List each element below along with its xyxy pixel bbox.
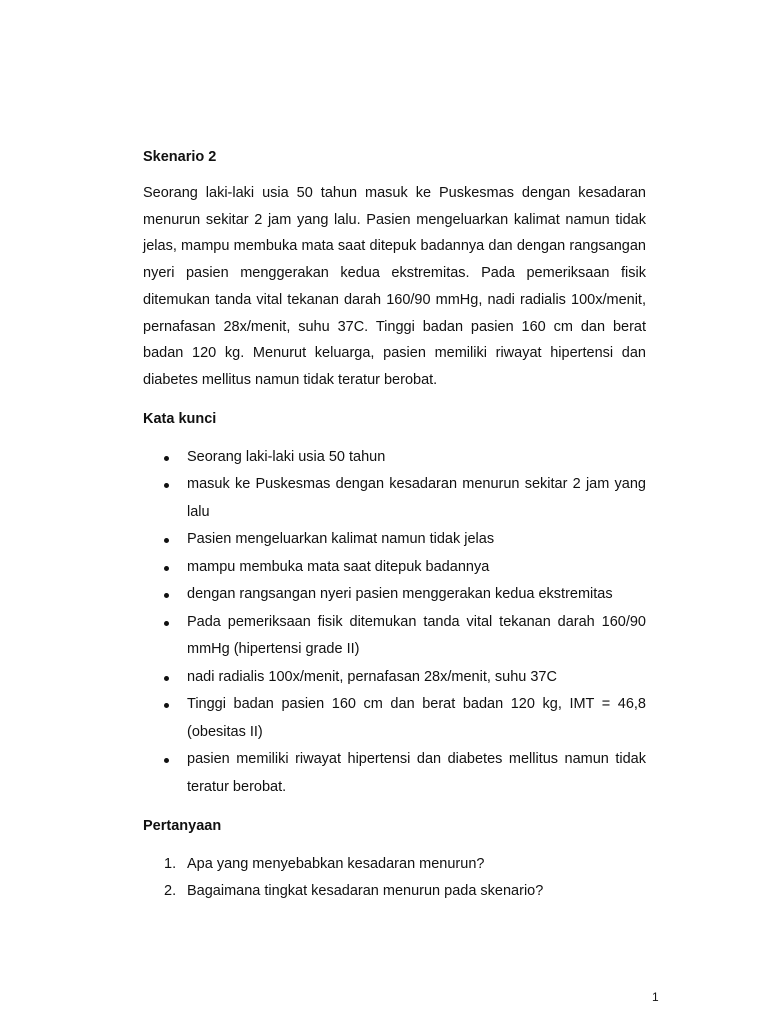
scenario-heading: Skenario 2 [143,149,217,165]
bullet-icon [164,538,169,543]
keyword-item [143,664,646,692]
keyword-text: dengan rangsangan nyeri pasien menggerakan kedua ekstremitas [187,586,613,603]
keyword-text: Tinggi badan pasien 160 cm dan berat badan 120 kg, IMT = 46,8 (obesitas II) [187,696,646,740]
keyword-item [143,471,646,526]
keyword-item [143,691,646,746]
bullet-icon [164,676,169,681]
scenario-paragraph: Seorang laki-laki usia 50 tahun masuk ke Puskesmas dengan kesadaran menurun sekitar 2 jam yang lalu. Pasien mengeluarkan kalimat namun tidak jelas, mampu membuka mata saat ditepuk badannya dan dengan rangsangan nyeri pasien menggerakan kedua ekstremitas. Pada pemeriksaan fisik ditemukan tanda vital tekanan darah 160/90 mmHg, nadi radialis 100x/menit, pernafasan 28x/menit, suhu 37C. Tinggi badan pasien 160 cm dan berat badan 120 kg. Menurut keluarga, pasien memiliki riwayat hipertensi dan diabetes mellitus namun tidak teratur berobat. [143,185,646,388]
page-number: 1 [652,990,659,1004]
keyword-item [143,444,646,472]
keyword-text: Seorang laki-laki usia 50 tahun [187,448,386,465]
questions-heading: Pertanyaan [143,818,222,835]
keyword-item [143,526,646,554]
question-number: 1. [164,856,177,873]
bullet-icon [164,703,169,708]
question-text: Apa yang menyebabkan kesadaran menurun? [187,856,485,873]
keyword-text: Pada pemeriksaan fisik ditemukan tanda vital tekanan darah 160/90 mmHg (hipertensi grade II) [187,613,646,658]
bullet-icon [164,483,169,488]
keyword-item [143,609,646,664]
keyword-text: pasien memiliki riwayat hipertensi dan diabetes mellitus namun tidak teratur berobat. [187,751,646,795]
keyword-item [143,554,646,582]
questions-list [143,851,646,905]
keyword-text: Pasien mengeluarkan kalimat namun tidak jelas [187,531,495,548]
bullet-icon [164,621,169,626]
keyword-text: masuk ke Puskesmas dengan kesadaran menurun sekitar 2 jam yang lalu [187,476,646,520]
keyword-item [143,581,646,609]
keyword-item [143,746,646,801]
question-item [143,851,646,878]
keyword-text: mampu membuka mata saat ditepuk badannya [187,558,490,575]
keywords-heading: Kata kunci [143,410,217,427]
keywords-list [143,444,646,802]
question-text: Bagaimana tingkat kesadaran menurun pada skenario? [187,883,544,900]
bullet-icon [164,456,169,461]
document-content [143,144,646,905]
bullet-icon [164,593,169,598]
question-number: 2. [164,883,177,900]
bullet-icon [164,758,169,763]
bullet-icon [164,566,169,571]
keyword-text: nadi radialis 100x/menit, pernafasan 28x/menit, suhu 37C [187,668,557,685]
question-item [143,878,646,905]
